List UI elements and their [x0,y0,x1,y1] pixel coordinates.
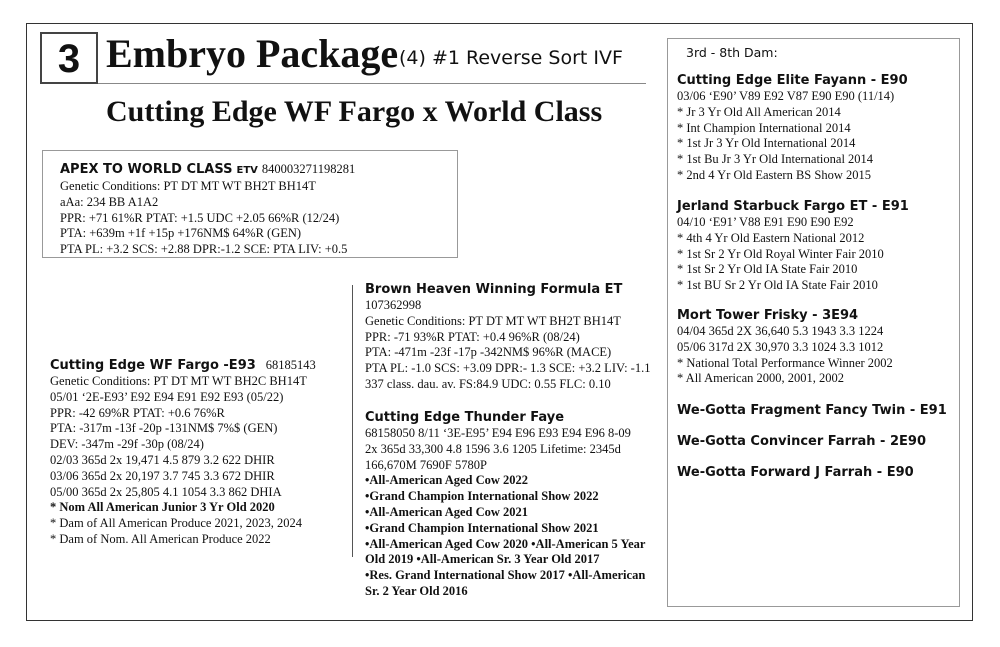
starbuck-line: * 1st BU Sr 2 Yr Old IA State Fair 2010 [677,278,878,293]
fayann-line: * 2nd 4 Yr Old Eastern BS Show 2015 [677,167,871,182]
fargo-line: 02/03 365d 2x 19,471 4.5 879 3.2 622 DHIR [50,452,275,467]
brown-line: 337 class. dau. av. FS:84.9 UDC: 0.55 FLC: 0.10 [365,376,611,391]
frisky-line: * All American 2000, 2001, 2002 [677,371,844,386]
dam-convincer-farrah: We-Gotta Convincer Farrah - 2E90 [677,434,926,449]
starbuck-name: Jerland Starbuck Fargo ET - E91 [677,199,909,214]
faye-award: •All-American Aged Cow 2021 [365,504,529,519]
fargo-line: Genetic Conditions: PT DT MT WT BH2C BH14T [50,374,307,388]
frisky-line: * National Total Performance Winner 2002 [677,355,893,370]
dam-forward-farrah: We-Gotta Forward J Farrah - E90 [677,465,914,480]
title-divider [98,83,646,84]
faye-award: •Grand Champion International Show 2021 [365,520,599,535]
fayann-section [677,72,908,184]
apex-line: aAa: 234 BB A1A2 [60,194,159,209]
dams-header: 3rd - 8th Dam: [686,45,778,60]
fayann-line: * Int Champion International 2014 [677,120,851,135]
fargo-line: 03/06 365d 2x 20,197 3.7 745 3.3 672 DHIR [50,468,275,483]
brown-section [365,281,650,393]
faye-line: 68158050 8/11 ‘3E-E95’ E94 E96 E93 E94 E96 8-09 [365,426,631,440]
faye-line: 166,670M 7690F 5780P [365,457,487,472]
fargo-line: * Dam of Nom. All American Produce 2022 [50,531,271,546]
starbuck-section [677,198,909,294]
apex-line: PTA: +639m +1f +15p +176NM$ 64%R (GEN) [60,226,302,241]
apex-etv: ETV [236,165,258,176]
fargo-line: DEV: -347m -29f -30p (08/24) [50,437,204,452]
fayann-line: * 1st Jr 3 Yr Old International 2014 [677,136,856,151]
frisky-line: 05/06 317d 2X 30,970 3.3 1024 3.3 1012 [677,339,884,354]
faye-award: •All-American Aged Cow 2022 [365,473,529,488]
headline: Cutting Edge WF Fargo x World Class [106,95,603,128]
brown-line: Genetic Conditions: PT DT MT WT BH2T BH14T [365,313,621,328]
frisky-line: 04/04 365d 2X 36,640 5.3 1943 3.3 1224 [677,324,884,338]
apex-reg: 840003271198281 [261,162,356,176]
faye-award: •Res. Grand International Show 2017 •All-American [365,568,646,583]
fargo-reg: 68185143 [265,358,316,372]
apex-line: Genetic Conditions: PT DT MT WT BH2T BH14T [60,179,316,193]
faye-award: Old 2019 •All-American Sr. 3 Year Old 2017 [365,552,600,567]
fargo-line: 05/00 365d 2x 25,805 4.1 1054 3.3 862 DHIA [50,484,282,499]
faye-award: •Grand Champion International Show 2022 [365,489,599,504]
column-divider [352,285,353,557]
dam-fancy-twin: We-Gotta Fragment Fancy Twin - E91 [677,403,947,418]
faye-award: •All-American Aged Cow 2020 •All-American 5 Year [365,536,646,551]
starbuck-line: * 4th 4 Yr Old Eastern National 2012 [677,230,865,245]
apex-line: PPR: +71 61%R PTAT: +1.5 UDC +2.05 66%R (12/24) [60,210,340,225]
fargo-line: 05/01 ‘2E-E93’ E92 E94 E91 E92 E93 (05/22) [50,389,284,404]
brown-line: PTA: -471m -23f -17p -342NM$ 96%R (MACE) [365,345,612,360]
page-subtitle: (4) #1 Reverse Sort IVF [399,47,623,69]
faye-name: Cutting Edge Thunder Faye [365,410,565,425]
faye-section [365,409,645,600]
brown-line: 107362998 [365,298,422,312]
fargo-section [50,356,316,548]
apex-section [60,160,355,258]
frisky-section [677,307,893,387]
faye-line: 2x 365d 33,300 4.8 1596 3.6 1205 Lifetime: 2345d [365,441,621,456]
page-title: Embryo Package [106,31,399,76]
fayann-line: * 1st Bu Jr 3 Yr Old International 2014 [677,152,874,167]
brown-line: PTA PL: -1.0 SCS: +3.09 DPR:- 1.3 SCE: +3.2 LIV: -1.1 [365,361,651,376]
brown-name: Brown Heaven Winning Formula ET [365,282,623,297]
fargo-line: * Dam of All American Produce 2021, 2023, 2024 [50,516,303,531]
brown-line: PPR: -71 93%R PTAT: +0.4 96%R (08/24) [365,329,580,344]
apex-line: PTA PL: +3.2 SCS: +2.88 DPR:-1.2 SCE: PTA LIV: +0.5 [60,242,348,257]
starbuck-line: 04/10 ‘E91’ V88 E91 E90 E90 E92 [677,215,854,229]
apex-name: APEX TO WORLD CLASS [60,162,233,177]
fargo-line: PTA: -317m -13f -20p -131NM$ 7%$ (GEN) [50,421,278,436]
starbuck-line: * 1st Sr 2 Yr Old IA State Fair 2010 [677,262,858,277]
faye-award: Sr. 2 Year Old 2016 [365,583,468,598]
frisky-name: Mort Tower Frisky - 3E94 [677,308,859,323]
fayann-name: Cutting Edge Elite Fayann - E90 [677,73,908,88]
lot-number: 3 [40,32,98,84]
fayann-line: 03/06 ‘E90’ V89 E92 V87 E90 E90 (11/14) [677,89,895,103]
starbuck-line: * 1st Sr 2 Yr Old Royal Winter Fair 2010 [677,246,884,261]
fayann-line: * Jr 3 Yr Old All American 2014 [677,104,841,119]
fargo-line: PPR: -42 69%R PTAT: +0.6 76%R [50,405,225,420]
fargo-award: * Nom All American Junior 3 Yr Old 2020 [50,500,275,515]
fargo-name: Cutting Edge WF Fargo -E93 [50,358,256,373]
